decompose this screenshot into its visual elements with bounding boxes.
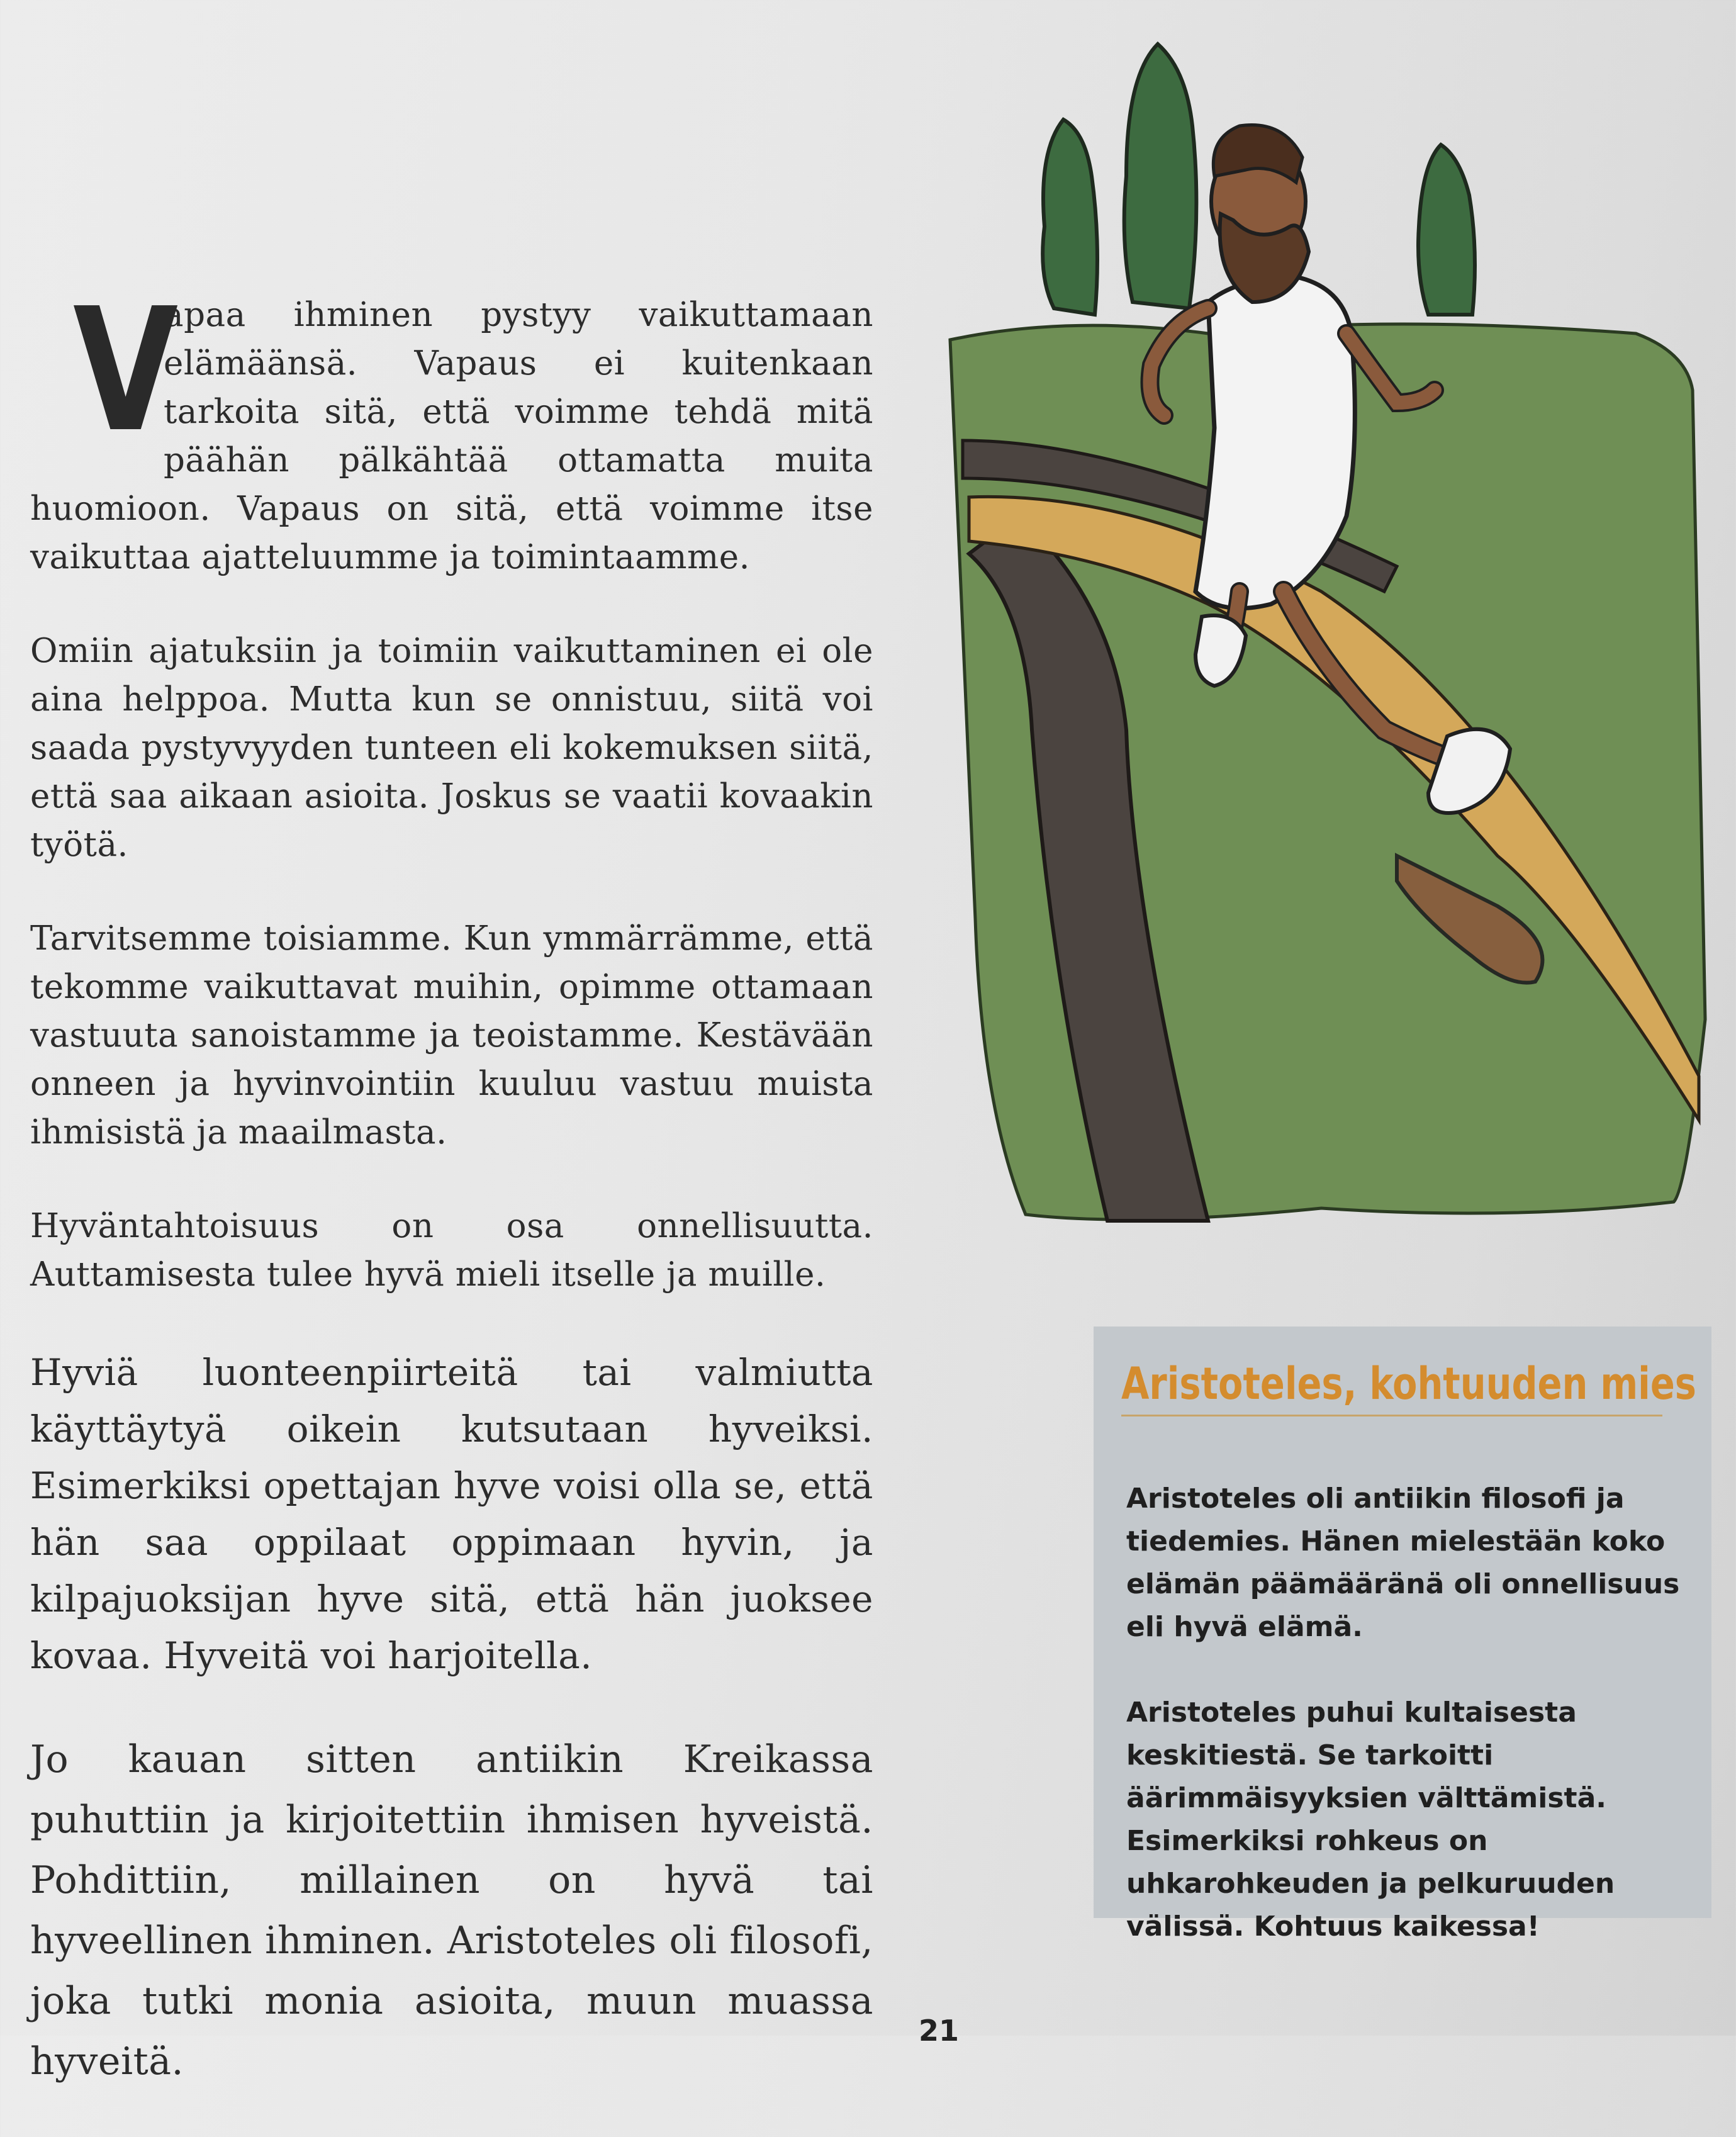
- paragraph-6: Jo kauan sitten antiikin Kreikassa puhuttiin ja kirjoitettiin ihmisen hyveistä. Pohdittiin, millainen on hyvä tai hyveellinen ihminen. Aristoteles oli filosofi, joka tutki monia asioita, muun muassa hyveitä.: [30, 1737, 873, 2084]
- paragraph-1: [30, 271, 873, 581]
- paragraph-2: Omiin ajatuksiin ja toimiin vaikuttaminen ei ole aina helppoa. Mutta kun se onnistuu, siitä voi saada pystyvyyden tunteen eli kokemuksen siitä, että saa aikaan asioita. Joskus se vaatii kovaakin työtä.: [30, 632, 873, 864]
- cypress-tree-left: [1043, 120, 1097, 315]
- running-philosopher-illustration: [944, 38, 1711, 1246]
- info-box-divider: [1121, 1415, 1662, 1416]
- body-text: [30, 271, 873, 2137]
- cypress-tree-right: [1418, 145, 1475, 315]
- paragraph-4: Hyväntahtoisuus on osa onnellisuutta. Auttamisesta tulee hyvä mieli itselle ja muille.: [30, 1207, 873, 1294]
- info-box-paragraph-2: Aristoteles puhui kultaisesta keskitiestä. Se tarkoitti äärimmäisyyksien välttämistä. Esimerkiksi rohkeus on uhkarohkeuden ja pelkuruuden välissä. Kohtuus kaikessa!: [1126, 1697, 1615, 1943]
- info-box-title: Aristoteles, kohtuuden mies: [1121, 1358, 1696, 1410]
- cypress-tree-center: [1124, 44, 1197, 308]
- info-box-paragraph-1: Aristoteles oli antiikin filosofi ja tiedemies. Hänen mielestään koko elämän päämääränä oli onnellisuus eli hyvä elämä.: [1126, 1483, 1680, 1643]
- drop-cap: V: [73, 271, 179, 469]
- page-number: 21: [919, 2014, 960, 2048]
- paragraph-3: Tarvitsemme toisiamme. Kun ymmärrämme, että tekomme vaikuttavat muihin, opimme ottamaan vastuuta sanoistamme ja teoistamme. Kestävään onneen ja hyvinvointiin kuuluu vastuu muista ihmisistä ja maailmasta.: [30, 919, 873, 1152]
- paragraph-5: Hyviä luonteenpiirteitä tai valmiutta käyttäytyä oikein kutsutaan hyveiksi. Esimerkiksi opettajan hyve voisi olla se, että hän saa oppilaat oppimaan hyvin, ja kilpajuoksijan hyve sitä, että hän juoksee kovaa. Hyveitä voi harjoitella.: [30, 1351, 873, 1677]
- paragraph-1-text: apaa ihminen pystyy vaikuttamaan elämäänsä. Vapaus ei kuitenkaan tarkoita sitä, että voimme tehdä mitä päähän pälkähtää ottamatta muita huomioon. Vapaus on sitä, että voimme itse vaikuttaa ajatteluumme ja toimintaamme.: [30, 296, 873, 576]
- info-box: [1094, 1327, 1711, 1943]
